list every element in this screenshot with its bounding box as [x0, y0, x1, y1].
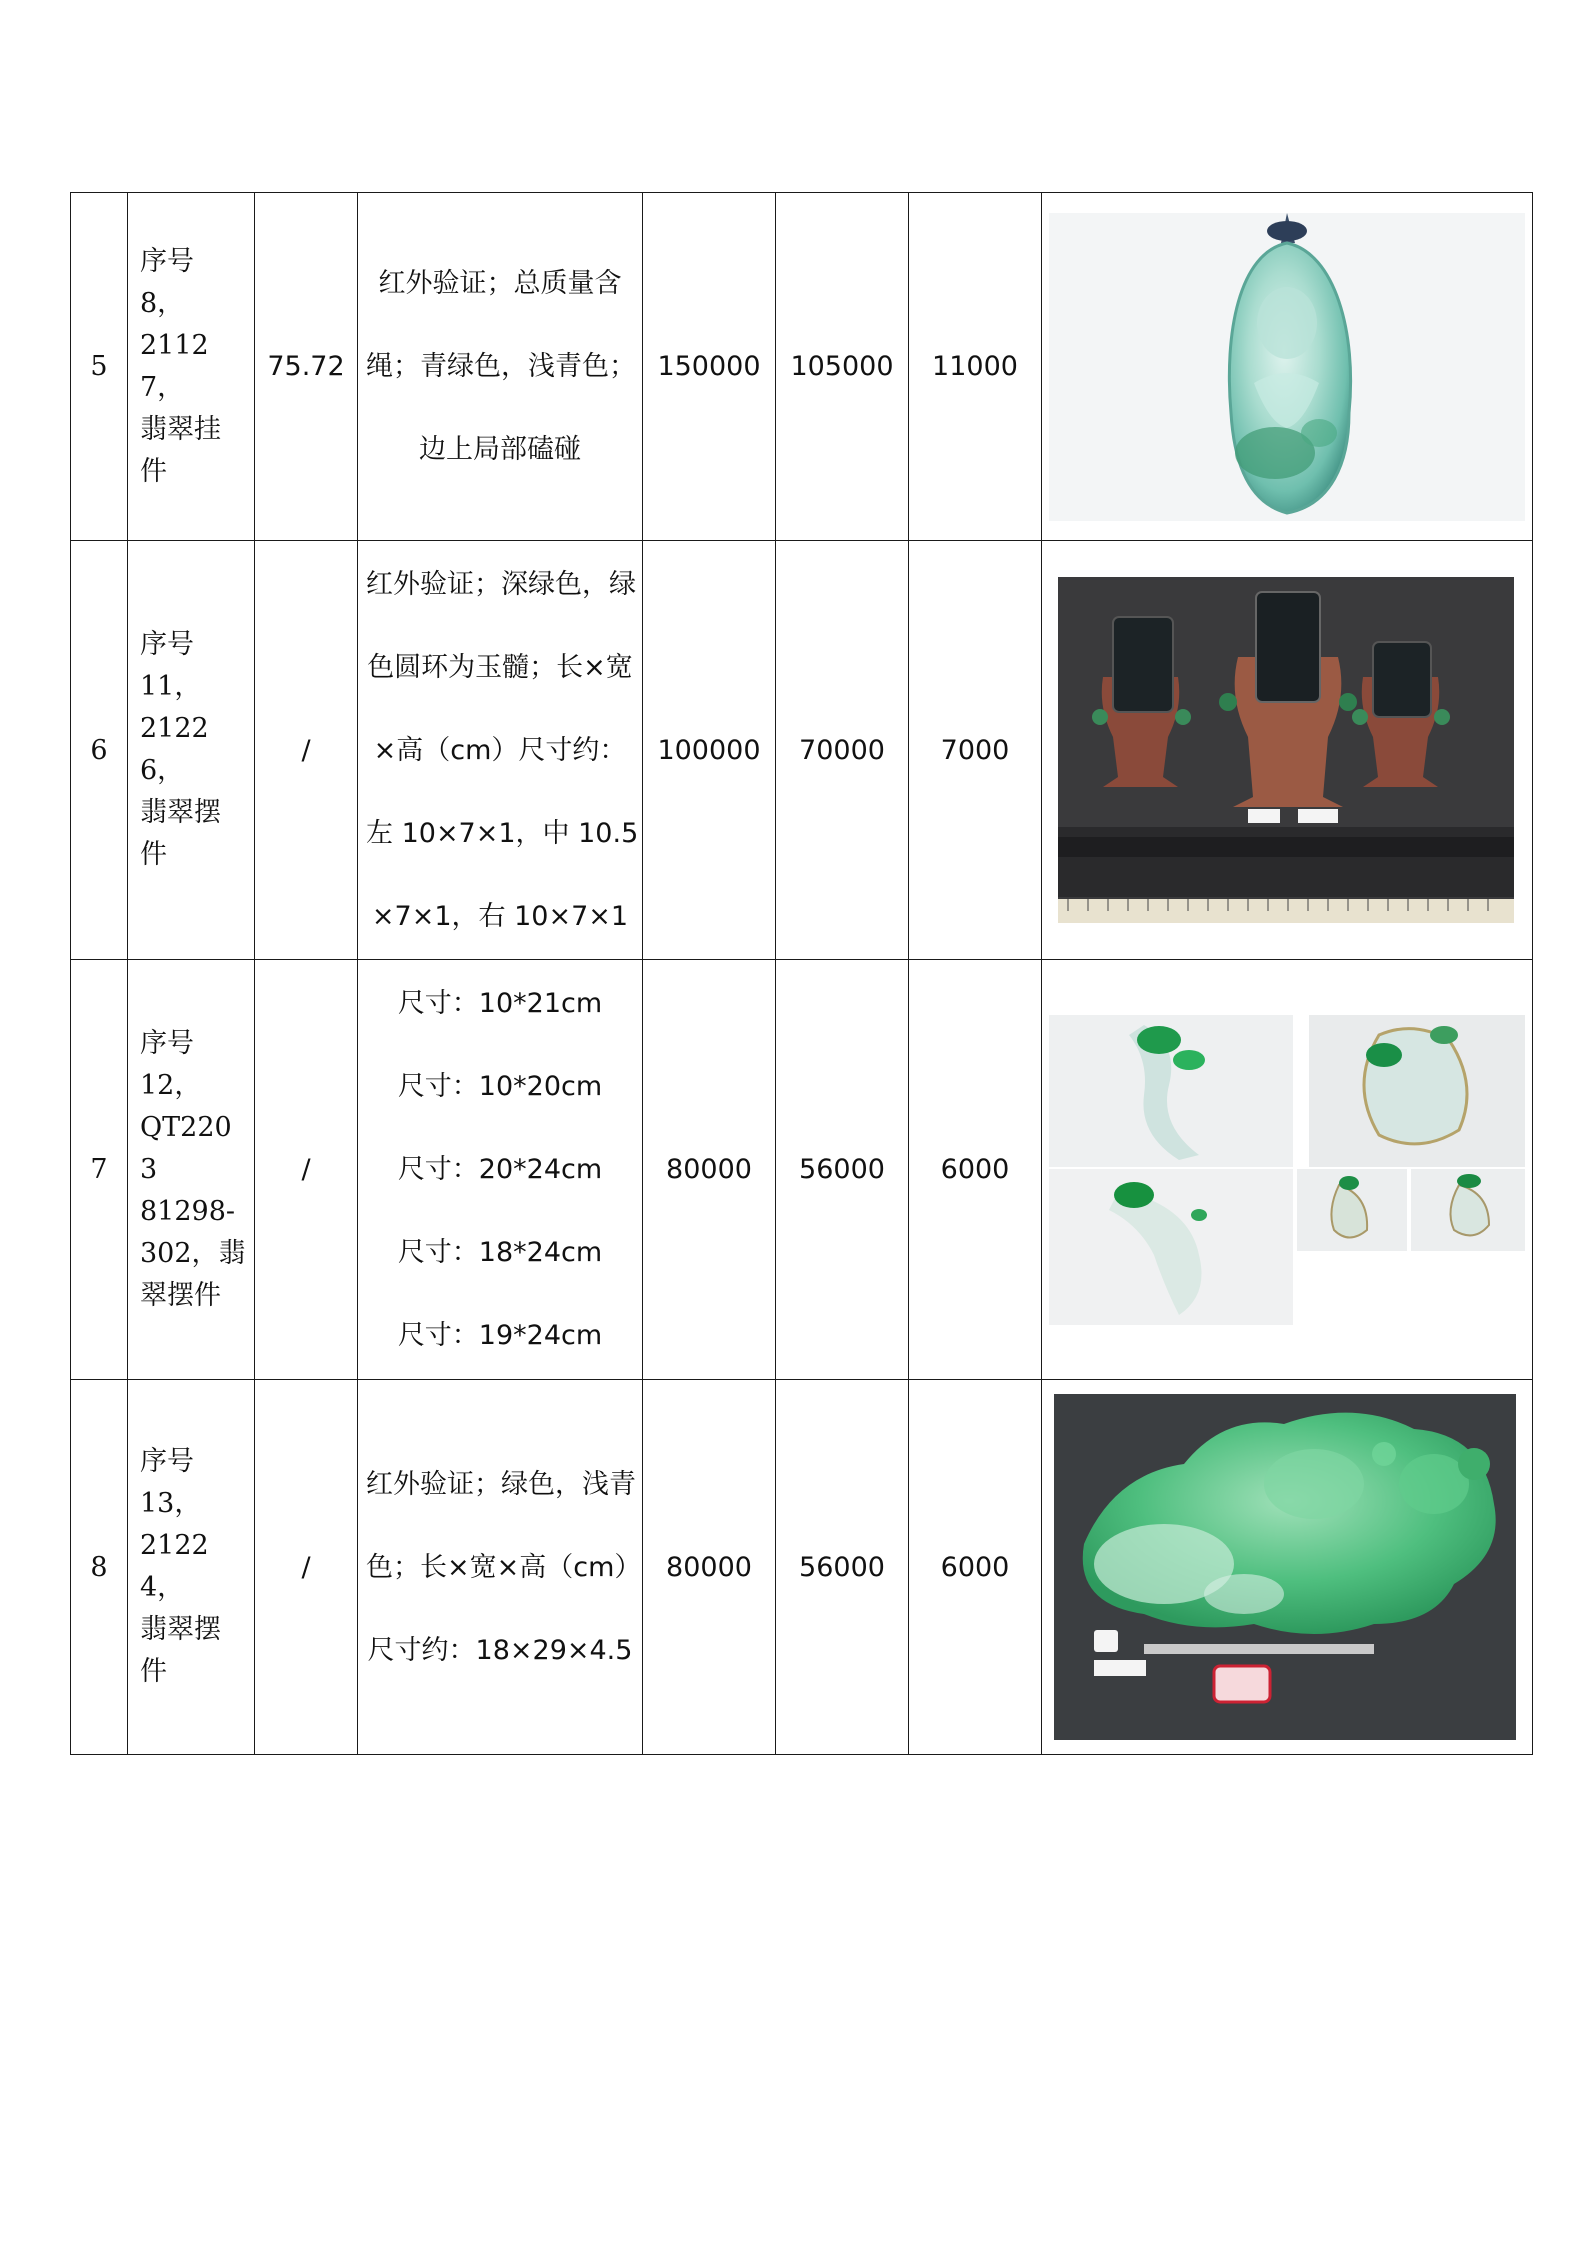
- description-line: 尺寸：20*24cm: [397, 1154, 603, 1185]
- description-line: 绳；青绿色，浅青色；: [366, 351, 636, 382]
- item-name-cell: [128, 541, 255, 960]
- description-line: 尺寸：10*20cm: [397, 1071, 603, 1102]
- weight: 75.72: [255, 193, 358, 541]
- photo-cell: [1042, 1380, 1533, 1755]
- description-line: 边上局部磕碰: [419, 434, 581, 465]
- description-line: 红外验证；总质量含: [378, 268, 622, 299]
- description-line: 尺寸：18*24cm: [397, 1237, 603, 1268]
- description-cell: [358, 1380, 643, 1755]
- jade-carvings-collage-photo: [1049, 1015, 1525, 1325]
- lot-table: [70, 192, 1533, 1755]
- description-cell: [358, 193, 643, 541]
- lot-number: 8: [71, 1380, 128, 1755]
- item-name-cell: [128, 193, 255, 541]
- item-name-cell: [128, 960, 255, 1380]
- lot-number: 6: [71, 541, 128, 960]
- lot-number: 5: [71, 193, 128, 541]
- price-3: 7000: [909, 541, 1042, 960]
- price-1: 100000: [643, 541, 776, 960]
- description-line: ×高（cm）尺寸约：: [373, 734, 627, 766]
- description-cell: [358, 541, 643, 960]
- description-line: 左 10×7×1，中 10.5: [366, 817, 639, 849]
- description-line: 红外验证；绿色，浅青: [366, 1468, 636, 1500]
- jade-pendant-photo: [1049, 213, 1525, 521]
- description-line: ×7×1，右 10×7×1: [371, 900, 629, 932]
- document-page: [70, 192, 1533, 1755]
- price-3: 6000: [909, 1380, 1042, 1755]
- price-2: 56000: [776, 1380, 909, 1755]
- item-name-cell: [128, 1380, 255, 1755]
- table-row: [71, 541, 1533, 960]
- jade-large-carving-photo: [1054, 1394, 1516, 1740]
- description-line: 红外验证；深绿色，绿: [366, 568, 636, 600]
- photo-cell: [1042, 193, 1533, 541]
- item-name: 序号 11， 21226， 翡翠摆 件: [140, 629, 221, 870]
- weight: /: [255, 541, 358, 960]
- price-1: 150000: [643, 193, 776, 541]
- table-row: [71, 1380, 1533, 1755]
- photo-cell: [1042, 541, 1533, 960]
- price-3: 11000: [909, 193, 1042, 541]
- price-1: 80000: [643, 960, 776, 1380]
- photo-cell: [1042, 960, 1533, 1380]
- item-name: 序号 13， 21224， 翡翠摆 件: [140, 1446, 221, 1687]
- description-line: 色圆环为玉髓；长×宽: [367, 651, 633, 683]
- item-name: 序号 12， QT2203 81298- 302，翡 翠摆件: [140, 1027, 246, 1311]
- price-3: 6000: [909, 960, 1042, 1380]
- item-name: 序号 8， 21127， 翡翠挂 件: [140, 245, 221, 487]
- description-line: 尺寸：10*21cm: [397, 988, 603, 1019]
- price-2: 105000: [776, 193, 909, 541]
- table-row: [71, 193, 1533, 541]
- description-cell: [358, 960, 643, 1380]
- lot-number: 7: [71, 960, 128, 1380]
- description-line: 尺寸：19*24cm: [397, 1320, 603, 1351]
- weight: /: [255, 960, 358, 1380]
- weight: /: [255, 1380, 358, 1755]
- jade-plaques-on-stands-photo: [1058, 577, 1514, 923]
- table-row: [71, 960, 1533, 1380]
- description-line: 色；长×宽×高（cm）: [366, 1551, 642, 1583]
- price-1: 80000: [643, 1380, 776, 1755]
- price-2: 56000: [776, 960, 909, 1380]
- description-line: 尺寸约：18×29×4.5: [367, 1634, 633, 1666]
- price-2: 70000: [776, 541, 909, 960]
